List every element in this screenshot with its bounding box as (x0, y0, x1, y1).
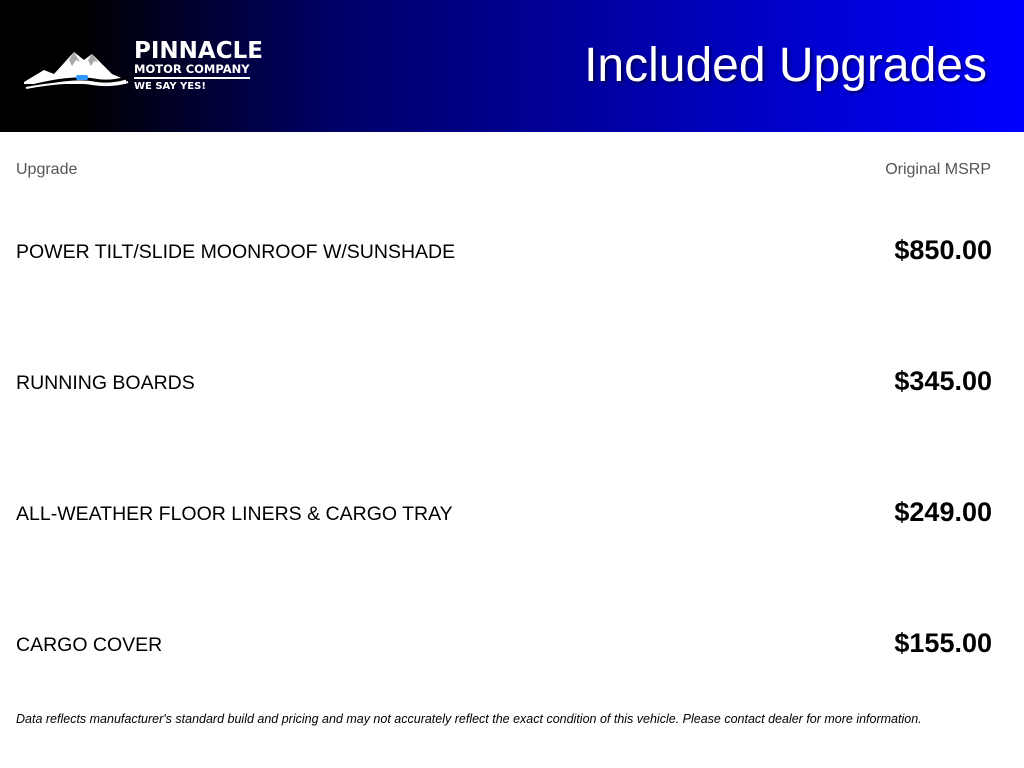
upgrade-row (0, 494, 1024, 534)
upgrade-name: CARGO COVER (16, 634, 163, 656)
logo-tagline: WE SAY YES! (134, 81, 206, 92)
column-header-upgrade: Upgrade (16, 161, 78, 178)
logo-subname: MOTOR COMPANY (134, 63, 250, 79)
upgrade-row (0, 625, 1024, 665)
upgrade-name: RUNNING BOARDS (16, 372, 195, 394)
page-title: Included Upgrades (584, 39, 987, 92)
column-header-msrp: Original MSRP (885, 161, 991, 178)
upgrade-name: ALL-WEATHER FLOOR LINERS & CARGO TRAY (16, 503, 453, 525)
logo-name: PINNACLE (134, 38, 263, 64)
upgrade-price: $249.00 (894, 497, 992, 527)
upgrade-price: $155.00 (894, 628, 992, 658)
upgrade-row (0, 232, 1024, 272)
disclaimer-text: Data reflects manufacturer's standard build and pricing and may not accurately reflect the exact condition of this vehicle. Please contact dealer for more information. (16, 712, 922, 726)
dealer-logo (22, 38, 272, 96)
upgrade-price: $345.00 (894, 366, 992, 396)
upgrade-price: $850.00 (894, 235, 992, 265)
upgrade-row (0, 363, 1024, 403)
upgrade-name: POWER TILT/SLIDE MOONROOF W/SUNSHADE (16, 241, 456, 263)
mountain-logo-icon (22, 40, 130, 90)
header-banner (0, 0, 1024, 132)
